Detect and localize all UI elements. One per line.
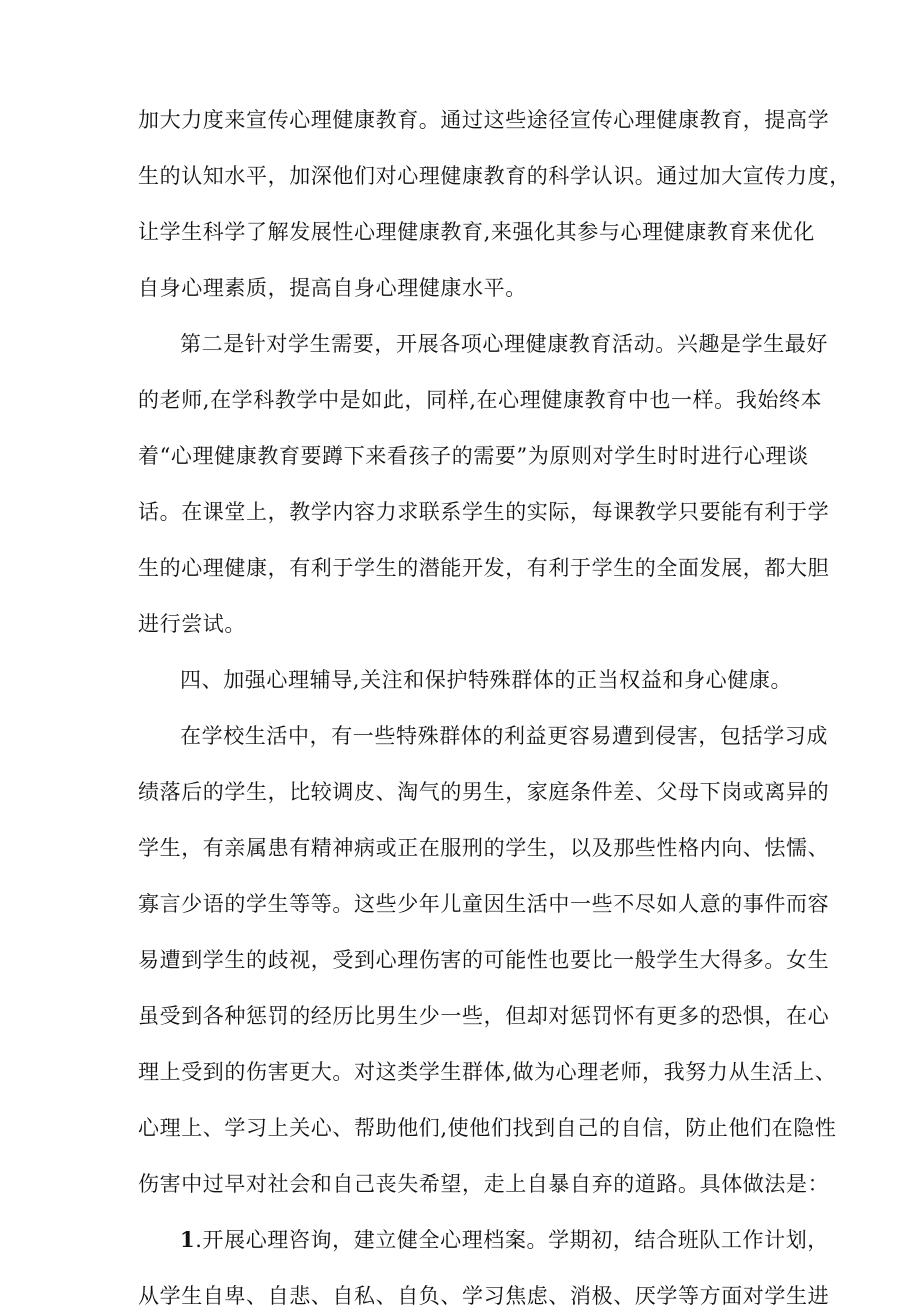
paragraph-line: 自身心理素质，提高自身心理健康水平。 — [138, 276, 527, 300]
paragraph-line: 伤害中过早对社会和自己丧失希望，走上自暴自弃的道路。具体做法是： — [138, 1172, 830, 1196]
paragraph-line: 进行尝试。 — [138, 612, 246, 636]
paragraph-line: 着“心理健康教育要蹲下来看孩子的需要”为原则对学生时时进行心理谈 — [138, 444, 809, 468]
item-number: 1 — [180, 1227, 196, 1252]
section-heading: 四、加强心理辅导,关注和保护特殊群体的正当权益和身心健康。 — [180, 668, 793, 692]
paragraph-line: 生的认知水平，加深他们对心理健康教育的科学认识。通过加大宣传力度， — [138, 164, 851, 188]
paragraph-line: 话。在课堂上，教学内容力求联系学生的实际，每课教学只要能有利于学 — [138, 500, 830, 524]
paragraph-line: 的老师,在学科教学中是如此，同样,在心理健康教育中也一样。我始终本 — [138, 388, 823, 412]
paragraph-line: 加大力度来宣传心理健康教育。通过这些途径宣传心理健康教育，提高学 — [138, 108, 830, 132]
paragraph-line: 让学生科学了解发展性心理健康教育,来强化其参与心理健康教育来优化 — [138, 220, 815, 244]
paragraph-line: 心理上、学习上关心、帮助他们,使他们找到自己的自信，防止他们在隐性 — [138, 1116, 837, 1140]
paragraph-line: 绩落后的学生，比较调皮、淘气的男生，家庭条件差、父母下岗或离异的 — [138, 780, 830, 804]
numbered-item-line — [180, 1228, 829, 1252]
paragraph-line: 学生，有亲属患有精神病或正在服刑的学生，以及那些性格内向、怯懦、 — [138, 836, 830, 860]
paragraph-line: 第二是针对学生需要，开展各项心理健康教育活动。兴趣是学生最好 — [180, 332, 828, 356]
paragraph-line: 理上受到的伤害更大。对这类学生群体,做为心理老师，我努力从生活上、 — [138, 1060, 837, 1084]
paragraph-line: 在学校生活中，有一些特殊群体的利益更容易遭到侵害，包括学习成 — [180, 724, 828, 748]
paragraph-line: 易遭到学生的歧视，受到心理伤害的可能性也要比一般学生大得多。女生 — [138, 948, 830, 972]
paragraph-line: 寡言少语的学生等等。这些少年儿童因生活中一些不尽如人意的事件而容 — [138, 892, 830, 916]
item-text: .开展心理咨询，建立健全心理档案。学期初，结合班队工作计划， — [195, 1228, 829, 1252]
paragraph-line: 虽受到各种惩罚的经历比男生少一些，但却对惩罚怀有更多的恐惧，在心 — [138, 1004, 830, 1028]
paragraph-line: 生的心理健康，有利于学生的潜能开发，有利于学生的全面发展，都大胆 — [138, 556, 830, 580]
paragraph-line: 从学生自卑、自悲、自私、自负、学习焦虑、消极、厌学等方面对学生进 — [138, 1284, 830, 1308]
